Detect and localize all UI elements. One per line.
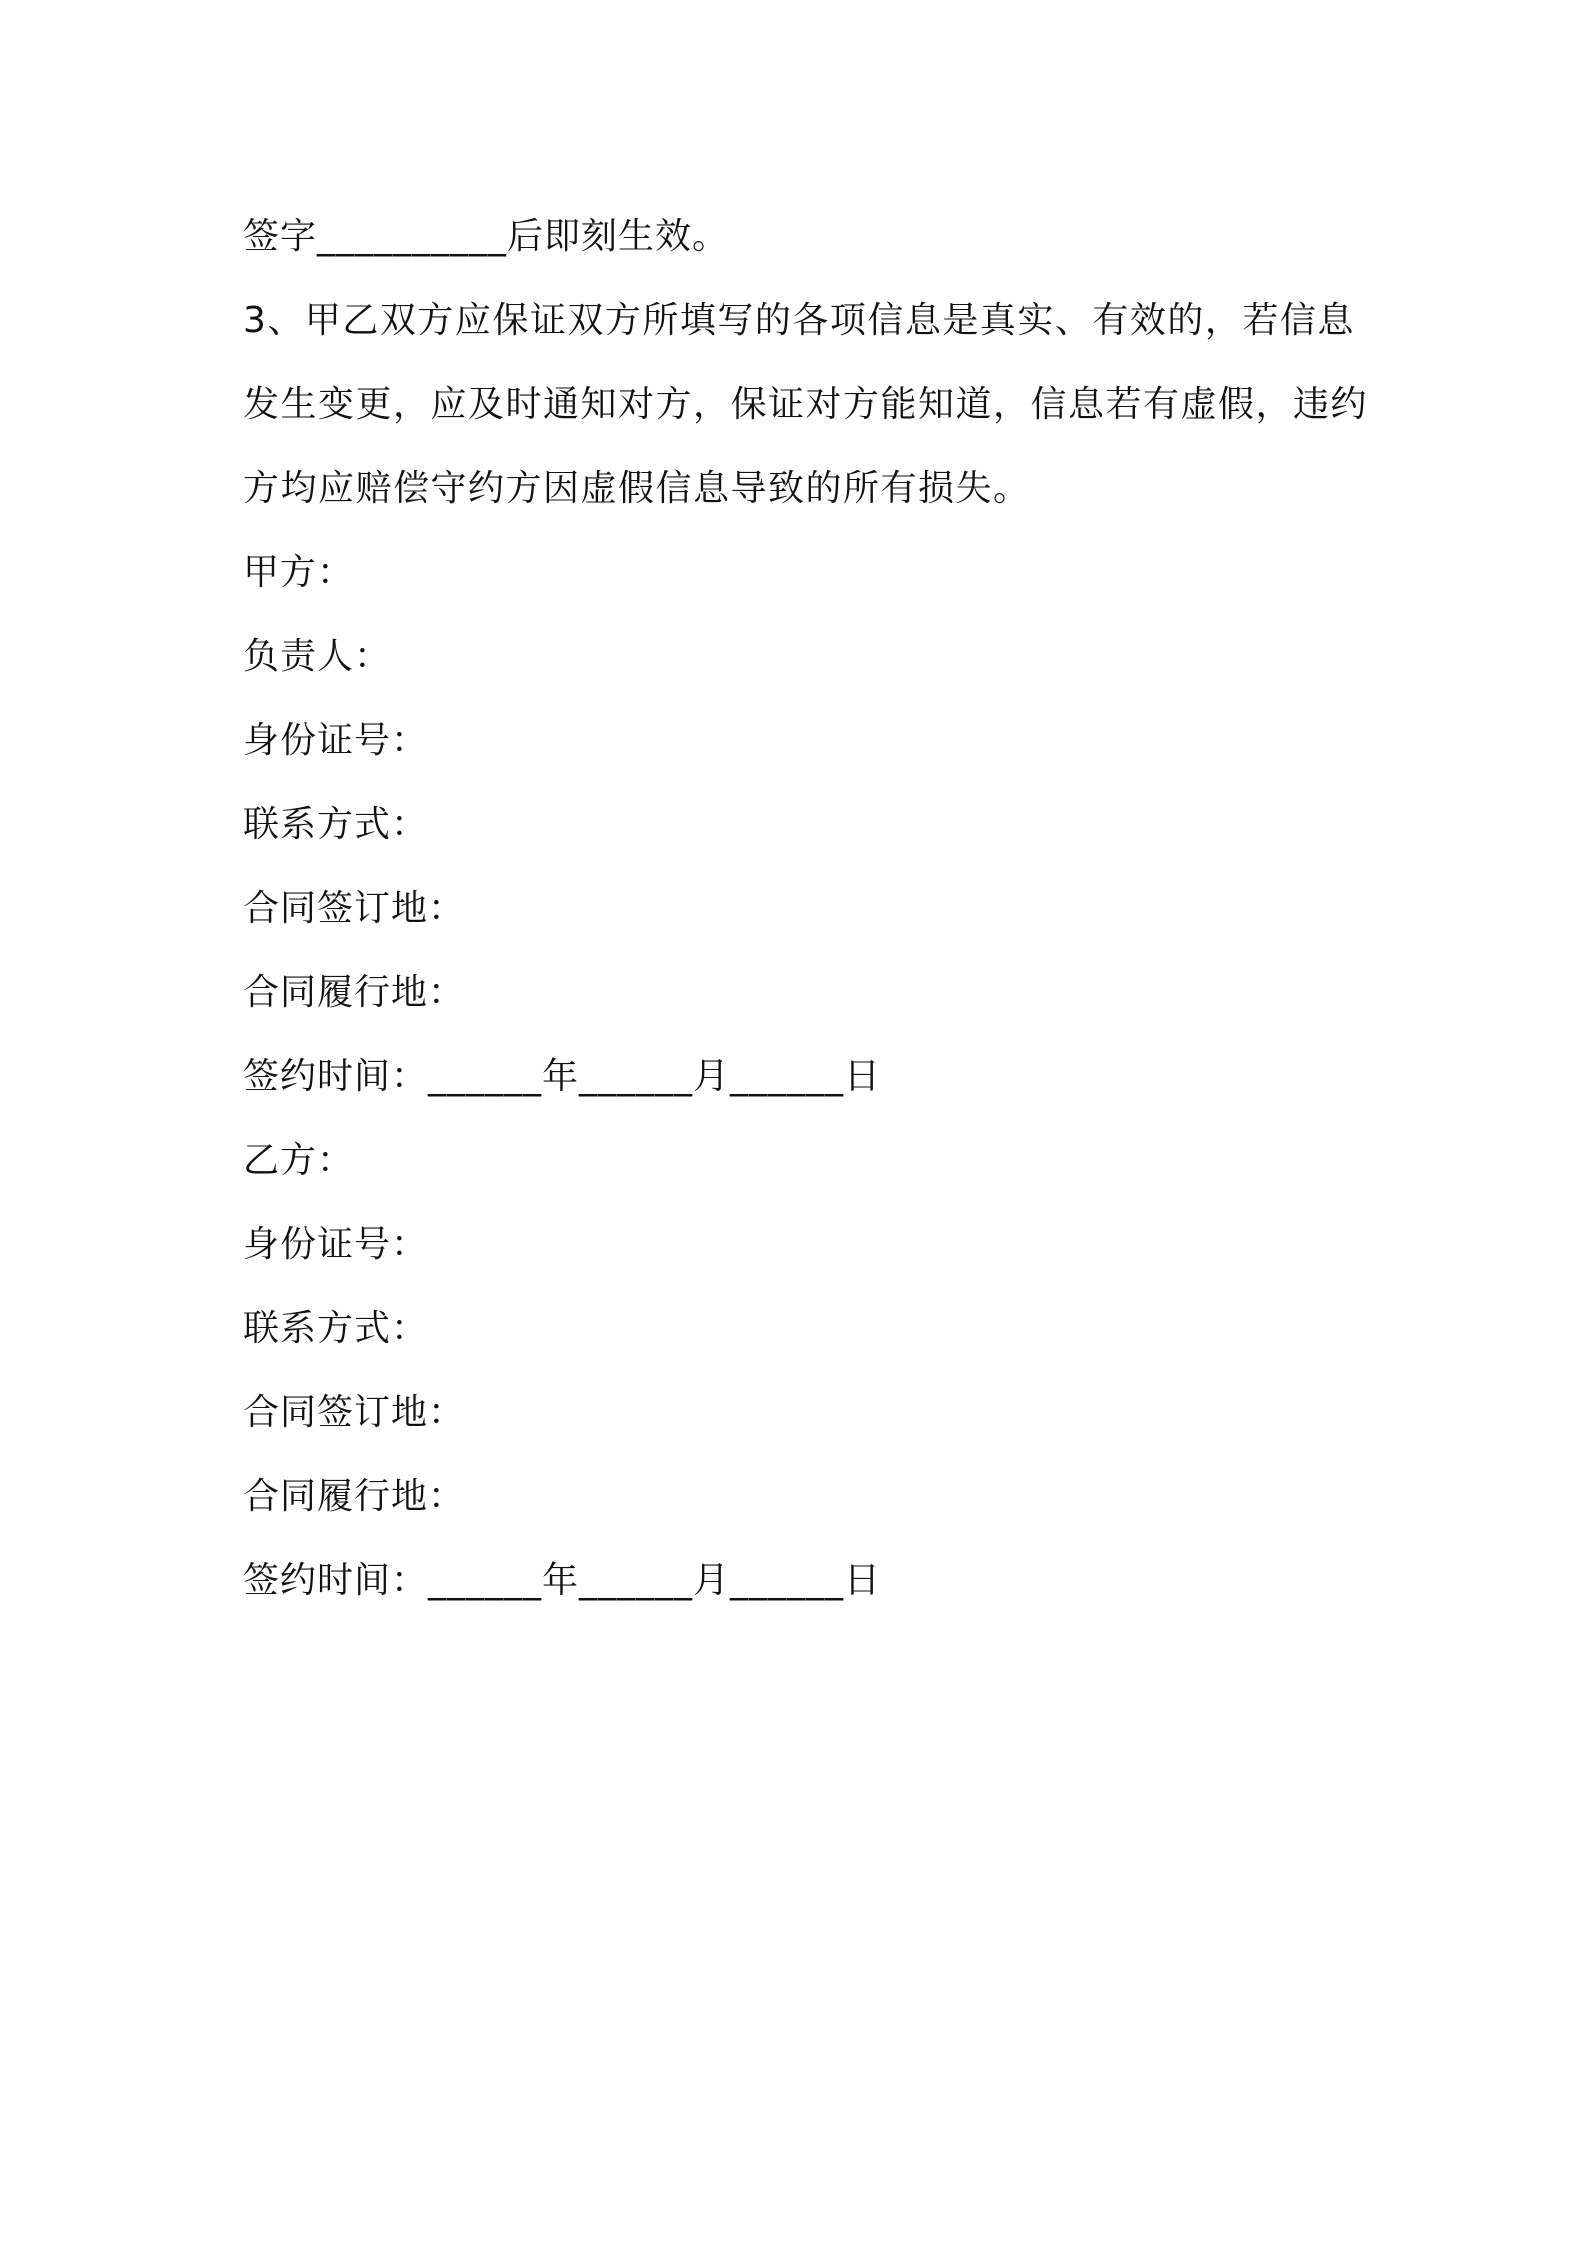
party-a-section [243,531,1363,1119]
party-b-id-number-field: 身份证号： [243,1224,429,1265]
clause-3 [243,279,1369,531]
party-b-section [243,1119,1363,1623]
party-a-principal-field: 负责人： [243,636,392,677]
party-b-sign-time-field: 签约时间：______年______月______日 [243,1560,882,1601]
clause-2-tail: 签字__________后即刻生效。 [243,216,730,257]
party-a-sign-time-field: 签约时间：______年______月______日 [243,1056,882,1097]
party-a-sign-place-field: 合同签订地： [243,888,466,929]
clause-3-line-3: 方均应赔偿守约方因虚假信息导致的所有损失。 [243,468,1031,509]
clause-3-line-2: 发生变更，应及时通知对方，保证对方能知道，信息若有虚假，违约 [243,384,1369,425]
party-a-contact-field: 联系方式： [243,804,429,845]
party-a-label: 甲方： [243,552,355,593]
clause-3-line-1: 3、甲乙双方应保证双方所填写的各项信息是真实、有效的，若信息 [243,300,1355,341]
party-b-contact-field: 联系方式： [243,1308,429,1349]
party-b-perform-place-field: 合同履行地： [243,1476,466,1517]
party-b-sign-place-field: 合同签订地： [243,1392,466,1433]
document-body [243,195,1369,1623]
party-b-label: 乙方： [243,1140,355,1181]
party-a-id-number-field: 身份证号： [243,720,429,761]
party-a-perform-place-field: 合同履行地： [243,972,466,1013]
